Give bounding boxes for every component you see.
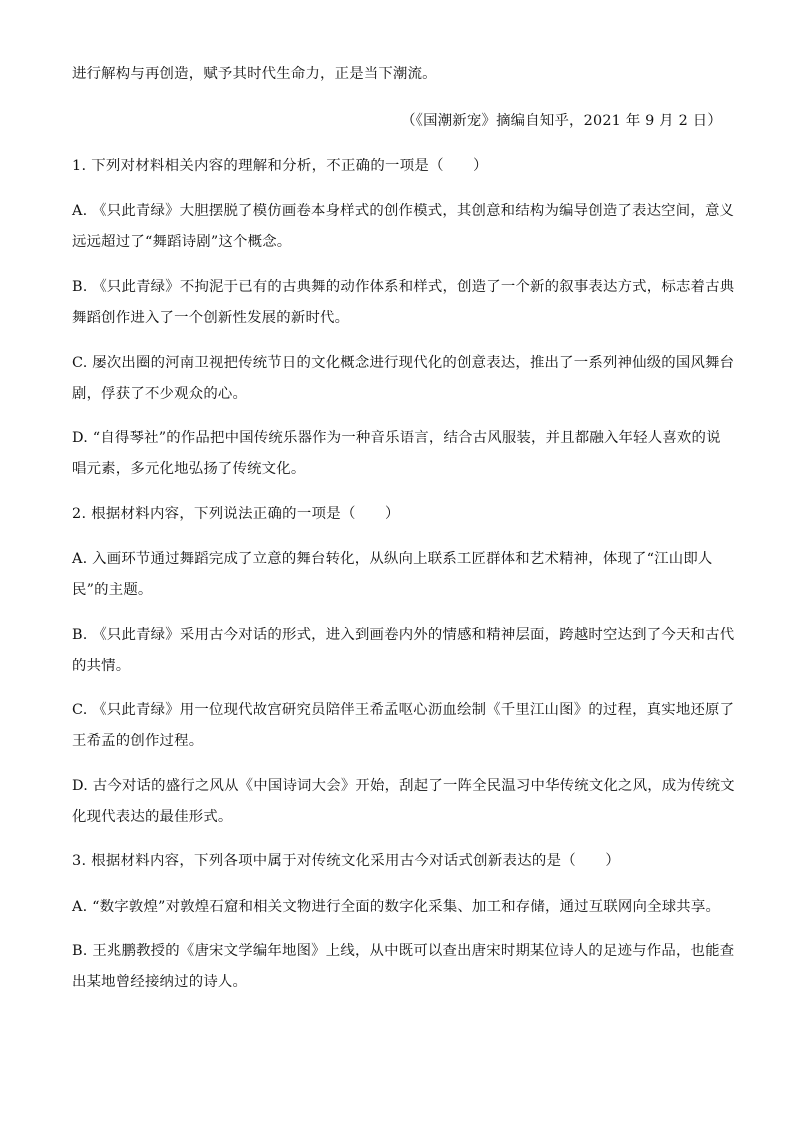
question-1-option-c-line-2: 剧，俘获了不少观众的心。 [72, 386, 248, 402]
question-1-option-d-line-1: D. “自得琴社”的作品把中国传统乐器作为一种音乐语言，结合古风服装，并且都融入年轻人喜欢的说 [72, 430, 721, 446]
passage-closing-line: 进行解构与再创造，赋予其时代生命力，正是当下潮流。 [72, 66, 437, 82]
question-2-option-a-line-2: 民”的主题。 [72, 582, 153, 598]
question-3-option-b-line-2: 出某地曾经接纳过的诗人。 [72, 974, 248, 990]
question-2-option-d-line-2: 化现代表达的最佳形式。 [72, 809, 233, 825]
question-1-option-b-line-1: B. 《只此青绿》不拘泥于已有的古典舞的动作体系和样式，创造了一个新的叙事表达方式，标志着古典 [72, 279, 735, 295]
question-2-option-c-line-1: C. 《只此青绿》用一位现代故宫研究员陪伴王希孟呕心沥血绘制《千里江山图》的过程，真实地还原了 [72, 702, 735, 718]
question-2-option-a-line-1: A. 入画环节通过舞蹈完成了立意的舞台转化，从纵向上联系工匠群体和艺术精神，体现了“江山即人 [72, 551, 713, 567]
question-1-option-d-line-2: 唱元素，多元化地弘扬了传统文化。 [72, 461, 306, 477]
question-2-option-b-line-1: B. 《只此青绿》采用古今对话的形式，进入到画卷内外的情感和精神层面，跨越时空达到了今天和古代 [72, 627, 735, 643]
question-1-option-b-line-2: 舞蹈创作进入了一个创新性发展的新时代。 [72, 310, 350, 326]
question-2-option-c-line-2: 王希孟的创作过程。 [72, 733, 204, 749]
question-1-option-a-line-1: A. 《只此青绿》大胆摆脱了模仿画卷本身样式的创作模式，其创意和结构为编导创造了表达空间，意义 [72, 203, 735, 219]
source-citation: （《国潮新宠》摘编自知乎，2021 年 9 月 2 日） [401, 113, 722, 129]
question-1-option-a-line-2: 远远超过了“舞蹈诗剧”这个概念。 [72, 234, 292, 250]
question-3-option-b-line-1: B. 王兆鹏教授的《唐宋文学编年地图》上线，从中既可以查出唐宋时期某位诗人的足迹与作品，也能查 [72, 943, 735, 959]
question-3-stem: 3. 根据材料内容，下列各项中属于对传统文化采用古今对话式创新表达的是（ ） [72, 853, 621, 869]
question-2-option-b-line-2: 的共情。 [72, 658, 131, 674]
question-2-option-d-line-1: D. 古今对话的盛行之风从《中国诗词大会》开始，刮起了一阵全民温习中华传统文化之风，成为传统文 [72, 778, 735, 794]
question-1-stem: 1. 下列对材料相关内容的理解和分析，不正确的一项是（ ） [72, 158, 488, 174]
question-1-option-c-line-1: C. 屡次出圈的河南卫视把传统节日的文化概念进行现代化的创意表达，推出了一系列神仙级的国风舞台 [72, 355, 735, 371]
question-2-stem: 2. 根据材料内容，下列说法正确的一项是（ ） [72, 506, 400, 522]
question-3-option-a: A. “数字敦煌”对敦煌石窟和相关文物进行全面的数字化采集、加工和存储，通过互联网向全球共享。 [72, 899, 721, 915]
